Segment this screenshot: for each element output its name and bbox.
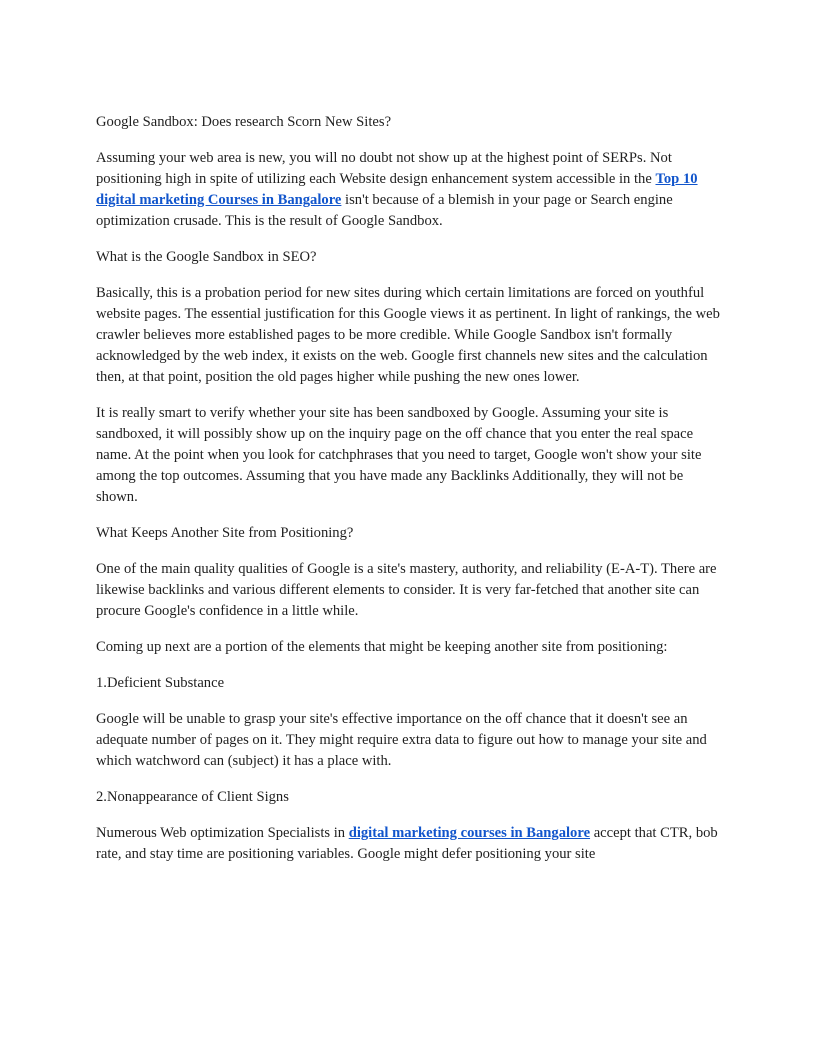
paragraph-intro-text-b: isn't because of a blemish in your page or Search engine optimization crusade. This is the result of Google Sandbox. [96, 192, 673, 229]
paragraph-elements-intro: Coming up next are a portion of the elements that might be keeping another site from positioning: [96, 639, 668, 655]
heading-what-keeps: What Keeps Another Site from Positioning? [96, 525, 354, 541]
link-digital-marketing-courses[interactable]: digital marketing courses in Bangalore [348, 825, 591, 841]
paragraph-eat: One of the main quality qualities of Google is a site's mastery, authority, and reliability (E-A-T). There are likewise backlinks and various different elements to consider. It is very far-fetched that another site can procure Google's confidence in a little while. [96, 561, 717, 619]
link-top-10-courses[interactable]: Top 10 digital marketing Courses in Bangalore [96, 171, 698, 208]
paragraph-intro [96, 148, 722, 232]
paragraph-client-signs-text-a: Numerous Web optimization Specialists in [96, 825, 349, 841]
paragraph-intro-text-a: Assuming your web area is new, you will no doubt not show up at the highest point of SERPs. Not positioning high in spite of utilizing each Website design enhancement system accessible in the [96, 150, 672, 187]
paragraph-deficient: Google will be unable to grasp your site's effective importance on the off chance that it doesn't see an adequate number of pages on it. They might require extra data to figure out how to manage your site and which watchword can (subject) it has a place with. [96, 711, 707, 769]
paragraph-verify-sandbox: It is really smart to verify whether your site has been sandboxed by Google. Assuming your site is sandboxed, it will possibly show up on the inquiry page on the off chance that you enter the real space name. At the point when you look for catchphrases that you need to target, Google won't show your site among the top outcomes. Assuming that you have made any Backlinks Additionally, they will not be shown. [96, 405, 702, 505]
heading-deficient-substance: 1.Deficient Substance [96, 675, 225, 691]
document-page [96, 112, 722, 880]
heading-google-sandbox: Google Sandbox: Does research Scorn New Sites? [96, 114, 392, 130]
heading-what-is-sandbox: What is the Google Sandbox in SEO? [96, 249, 317, 265]
paragraph-client-signs [96, 823, 722, 865]
heading-client-signs: 2.Nonappearance of Client Signs [96, 789, 289, 805]
paragraph-client-signs-text-b: accept that CTR, bob rate, and stay time are positioning variables. Google might defer positioning your site [96, 825, 718, 862]
paragraph-probation: Basically, this is a probation period for new sites during which certain limitations are forced on youthful website pages. The essential justification for this Google views it as pertinent. In light of rankings, the web crawler believes more established pages to be more credible. While Google Sandbox isn't formally acknowledged by the web index, it exists on the web. Google first channels new sites and the calculation then, at that point, position the old pages higher while pushing the new ones lower. [96, 285, 720, 385]
